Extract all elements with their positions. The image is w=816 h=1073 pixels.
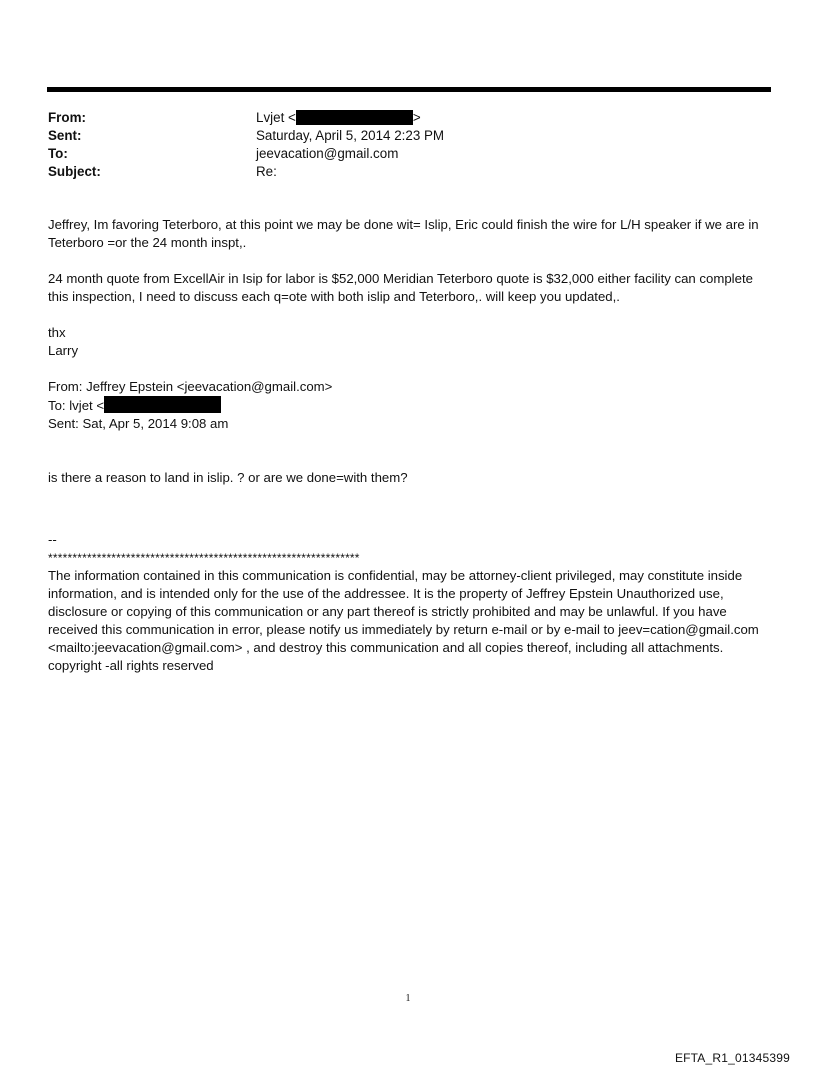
body-paragraph-2: 24 month quote from ExcellAir in Isip for labor is $52,000 Meridian Teterboro quote is $32,000 either facility can complete this inspection, I need to discuss each q=ote with both islip and Teterboro,. will keep you updated,. [48, 271, 753, 304]
header-divider [47, 87, 771, 92]
email-header [48, 109, 748, 181]
quoted-message: is there a reason to land in islip. ? or are we done=with them? [48, 470, 408, 485]
to-value: jeevacation@gmail.com [256, 146, 399, 161]
quoted-sent: Sent: Sat, Apr 5, 2014 9:08 am [48, 416, 229, 431]
redaction-box [296, 110, 413, 125]
sent-label: Sent: [48, 128, 82, 143]
redaction-box [104, 396, 221, 413]
to-row [48, 145, 748, 163]
from-label: From: [48, 110, 86, 125]
sent-value: Saturday, April 5, 2014 2:23 PM [256, 128, 445, 143]
to-label: To: [48, 146, 68, 161]
quoted-to: To: lvjet < [48, 398, 105, 413]
signature-separator: -- [48, 532, 57, 547]
quoted-to-line [48, 396, 763, 415]
subject-row [48, 163, 748, 181]
subject-label: Subject: [48, 164, 101, 179]
document-id: EFTA_R1_01345399 [674, 1051, 790, 1065]
from-bracket: > [412, 110, 421, 125]
subject-value: Re: [256, 164, 277, 179]
signature-name: Larry [48, 343, 79, 358]
email-body [48, 216, 763, 675]
sent-row [48, 127, 748, 145]
from-value [256, 109, 748, 127]
from-row [48, 109, 748, 127]
disclaimer-text: The information contained in this communication is confidential, may be attorney-client privileged, may constitute inside information, and is intended only for the use of the addressee. It is the property of Jeffrey Epstein Unauthorized use, disclosure or copying of this communication or any part thereof is strictly prohibited and may be unlawful. If you have received this communication in error, please notify us immediately by return e-mail or by e-mail to jeev=cation@gmail.com <mailto:jeevacation@gmail.com> , and destroy this communication and all copies thereof, including all attachments. copyright -all rights reserved [48, 568, 759, 673]
asterisk-divider: **************************************************************** [48, 551, 360, 565]
from-name: Lvjet < [256, 110, 296, 125]
thanks-line: thx [48, 325, 66, 340]
page-number: 1 [405, 993, 411, 1004]
body-paragraph-1: Jeffrey, Im favoring Teterboro, at this point we may be done wit= Islip, Eric could finish the wire for L/H speaker if we are in Teterboro =or the 24 month inspt,. [48, 217, 759, 250]
quoted-from: From: Jeffrey Epstein <jeevacation@gmail.com> [48, 379, 333, 394]
